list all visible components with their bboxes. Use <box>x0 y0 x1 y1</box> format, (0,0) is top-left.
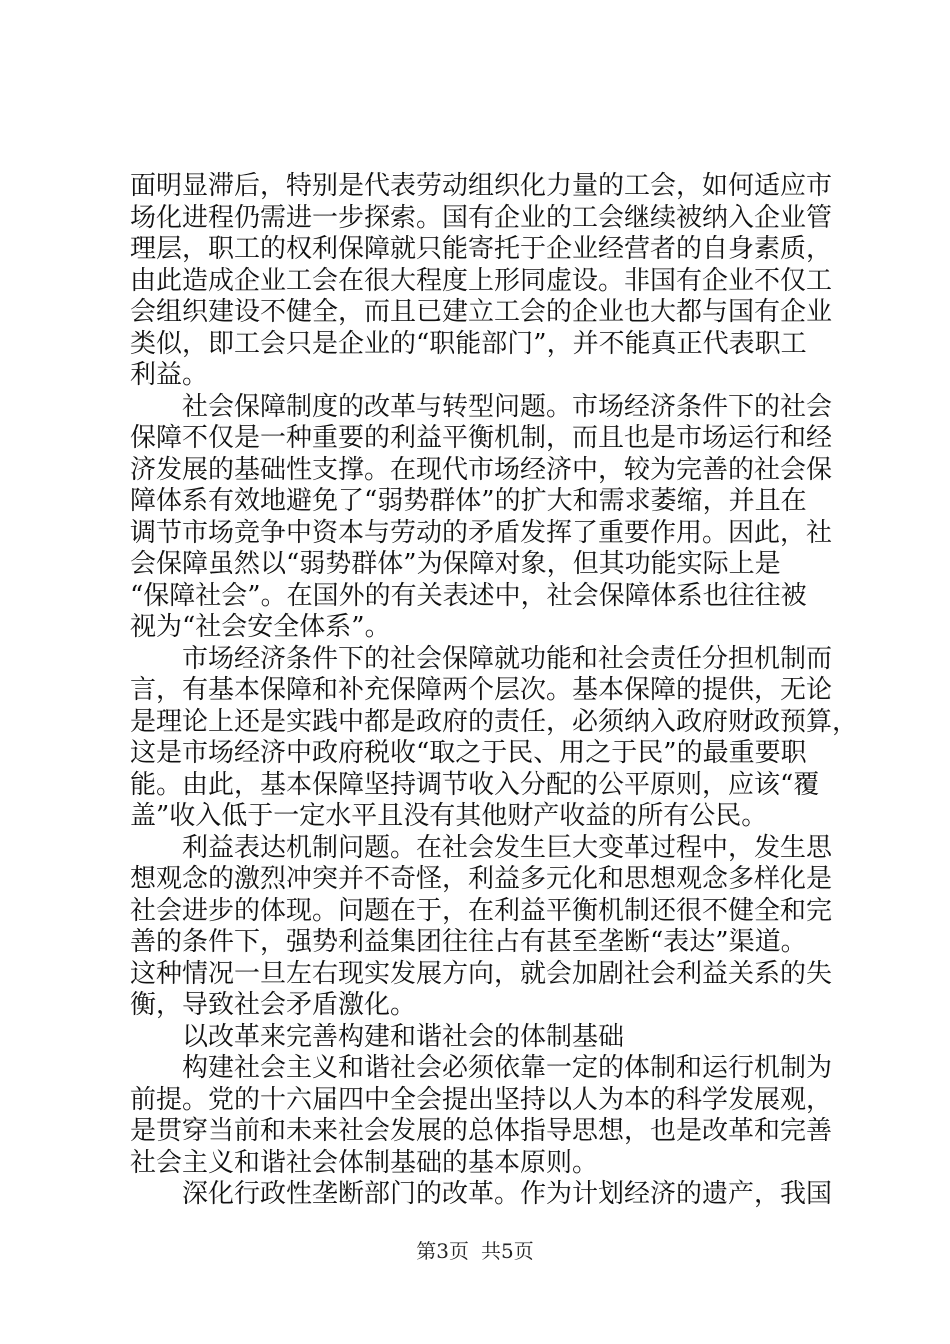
text-line: 会保障虽然以“弱势群体”为保障对象，但其功能实际上是 <box>130 549 781 579</box>
text-line: 视为“社会安全体系”。 <box>130 612 391 642</box>
text-line: 保障不仅是一种重要的利益平衡机制，而且也是市场运行和经 <box>130 423 833 453</box>
text-line: 能。由此，基本保障坚持调节收入分配的公平原则，应该“覆 <box>130 769 820 800</box>
text-line: 这是市场经济中政府税收“取之于民、用之于民”的最重要职 <box>130 738 807 768</box>
text-line: 盖”收入低于一定水平且没有其他财产收益的所有公民。 <box>130 801 768 831</box>
paragraph-start-line: 市场经济条件下的社会保障就功能和社会责任分担机制而 <box>182 643 833 674</box>
text-line: 面明显滞后，特别是代表劳动组织化力量的工会，如何适应市 <box>130 171 833 201</box>
paragraph-start-line: 社会保障制度的改革与转型问题。市场经济条件下的社会 <box>182 391 833 422</box>
section-heading: 以改革来完善构建和谐社会的体制基础 <box>182 1021 625 1052</box>
text-line: 由此造成企业工会在很大程度上形同虚设。非国有企业不仅工 <box>130 265 833 296</box>
text-line: 言，有基本保障和补充保障两个层次。基本保障的提供，无论 <box>130 675 833 705</box>
text-line: 这种情况一旦左右现实发展方向，就会加剧社会利益关系的失 <box>130 958 833 989</box>
text-line: 想观念的激烈冲突并不奇怪，利益多元化和思想观念多样化是 <box>130 864 833 894</box>
text-line: 调节市场竞争中资本与劳动的矛盾发挥了重要作用。因此，社 <box>130 517 833 548</box>
text-line: 是理论上还是实践中都是政府的责任，必须纳入政府财政预算， <box>130 706 859 737</box>
text-line: 社会主义和谐社会体制基础的基本原则。 <box>130 1147 599 1178</box>
paragraph-start-line: 深化行政性垄断部门的改革。作为计划经济的遗产，我国 <box>182 1179 833 1209</box>
text-line: 场化进程仍需进一步探索。国有企业的工会继续被纳入企业管 <box>130 202 833 233</box>
text-line: 济发展的基础性支撑。在现代市场经济中，较为完善的社会保 <box>130 454 833 485</box>
text-line: 类似，即工会只是企业的“职能部门”，并不能真正代表职工 <box>130 328 807 359</box>
page-number: 第3页 <box>416 1239 469 1263</box>
text-line: 会组织建设不健全，而且已建立工会的企业也大都与国有企业 <box>130 297 833 327</box>
text-line: “保障社会”。在国外的有关表述中，社会保障体系也往往被 <box>130 580 807 611</box>
text-line: 障体系有效地避免了“弱势群体”的扩大和需求萎缩，并且在 <box>130 486 807 516</box>
text-line: 是贯穿当前和未来社会发展的总体指导思想，也是改革和完善 <box>130 1116 833 1146</box>
paragraph-start-line: 利益表达机制问题。在社会发生巨大变革过程中，发生思 <box>182 832 833 863</box>
text-line: 理层，职工的权利保障就只能寄托于企业经营者的自身素质， <box>130 234 833 264</box>
text-line: 前提。党的十六届四中全会提出坚持以人为本的科学发展观， <box>130 1084 833 1115</box>
text-line: 社会进步的体现。问题在于，在利益平衡机制还很不健全和完 <box>130 895 833 926</box>
text-line: 衡，导致社会矛盾激化。 <box>130 990 417 1020</box>
text-line: 善的条件下，强势利益集团往往占有甚至垄断“表达”渠道。 <box>130 927 807 957</box>
text-line: 利益。 <box>130 360 209 390</box>
page-footer <box>0 1239 950 1263</box>
paragraph-start-line: 构建社会主义和谐社会必须依靠一定的体制和运行机制为 <box>182 1053 833 1083</box>
page-total: 共5页 <box>481 1239 534 1263</box>
